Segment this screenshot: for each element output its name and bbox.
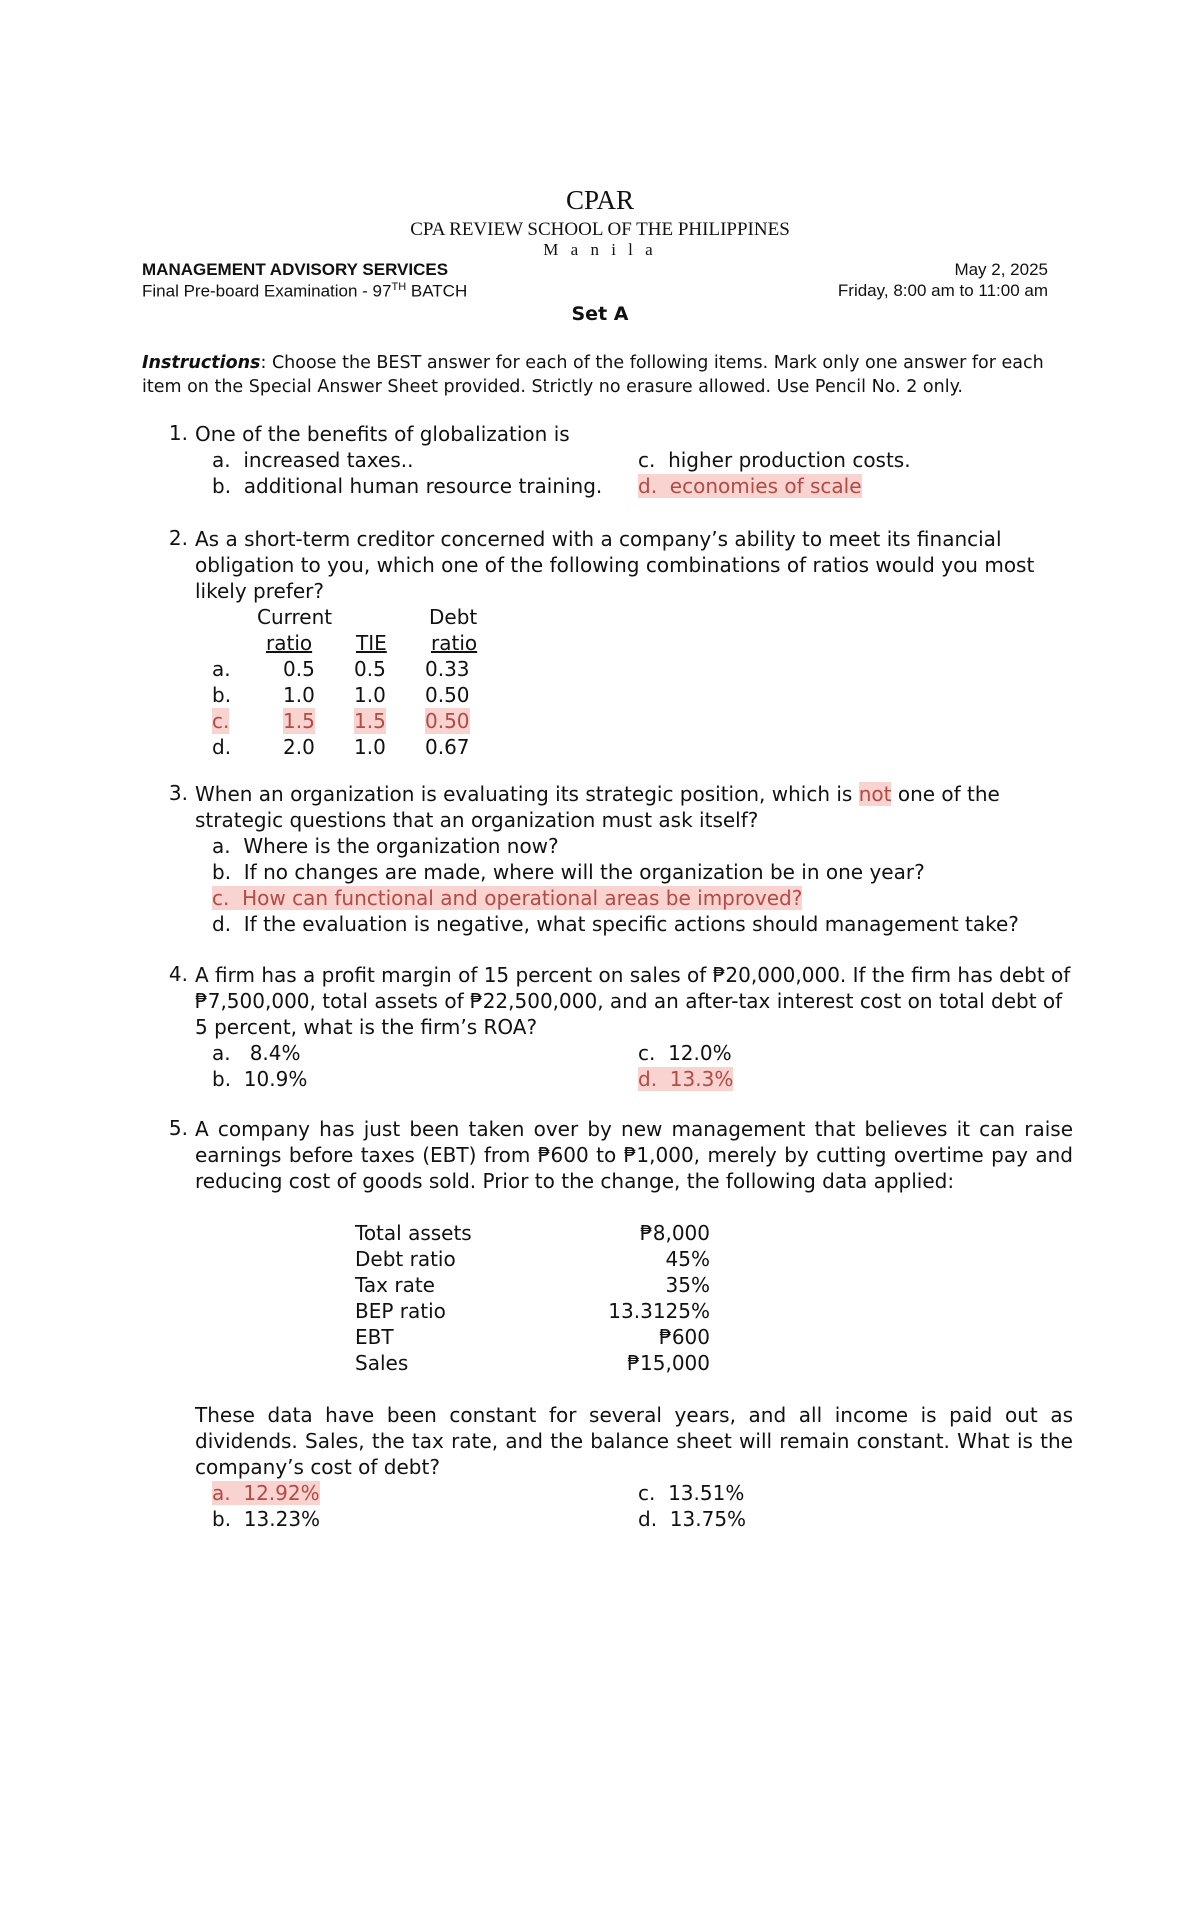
q2-col-current-top: Current (257, 605, 333, 629)
q1-option-a: a. increased taxes.. (212, 448, 414, 472)
q2-row-a-debt: 0.33 (425, 657, 470, 681)
q2-col-debt-top: Debt (429, 605, 478, 629)
q5-row-value: 35% (665, 1273, 710, 1297)
q5-row-label: Debt ratio (355, 1247, 456, 1271)
q2-row-d-letter: d. (212, 735, 232, 759)
q3-option-c: c. How can functional and operational areas be improved? (212, 886, 803, 910)
exam-date: May 2, 2025 (954, 260, 1048, 279)
q1-stem: One of the benefits of globalization is (195, 422, 570, 446)
q3-option-a: a. Where is the organization now? (212, 834, 559, 858)
q2-row-c-tie: 1.5 (354, 709, 386, 733)
q3-not-highlight: not (858, 782, 892, 806)
q5-row-label: BEP ratio (355, 1299, 446, 1323)
q5-row-value: ₱15,000 (627, 1351, 710, 1375)
q5-option-c: c. 13.51% (638, 1481, 745, 1505)
exam-title: Final Pre-board Examination - 97TH BATCH (142, 281, 468, 301)
q5-option-b: b. 13.23% (212, 1507, 321, 1531)
org-title: CPAR (565, 185, 635, 215)
q5-row-label: Sales (355, 1351, 409, 1375)
q2-row-d-current: 2.0 (283, 735, 315, 759)
q4-number: 4. (168, 962, 188, 986)
set-label: Set A (571, 303, 629, 325)
q4-option-d: d. 13.3% (638, 1067, 734, 1091)
q5-row-value: ₱600 (659, 1325, 710, 1349)
q2-row-c-debt: 0.50 (425, 709, 470, 733)
q5-row-value: 13.3125% (608, 1299, 710, 1323)
city-name: M a n i l a (543, 240, 657, 259)
q1-option-b: b. additional human resource training. (212, 474, 603, 498)
q5-row-label: Tax rate (355, 1273, 435, 1297)
q5-number: 5. (168, 1116, 188, 1140)
q3-option-b: b. If no changes are made, where will the organization be in one year? (212, 860, 925, 884)
q5-option-d: d. 13.75% (638, 1507, 747, 1531)
q2-row-c-current: 1.5 (283, 709, 315, 733)
instructions-label: Instructions (142, 353, 261, 373)
school-name: CPA REVIEW SCHOOL OF THE PHILIPPINES (410, 219, 790, 240)
q4-stem: A firm has a profit margin of 15 percent on sales of ₱20,000,000. If the firm has debt of ₱7,500,000, total assets of ₱22,500,000, and an after-tax interest cost on total debt of 5 percent, what is the firm’s ROA? (195, 963, 1071, 1039)
q5-row-label: Total assets (355, 1221, 472, 1245)
subject-title: MANAGEMENT ADVISORY SERVICES (142, 260, 449, 279)
q2-col-tie: TIE (356, 631, 387, 655)
exam-time: Friday, 8:00 am to 11:00 am (837, 281, 1048, 300)
q5-row-label: EBT (355, 1325, 394, 1349)
q1-number: 1. (168, 421, 188, 445)
q5-followup: These data have been constant for several years, and all income is paid out as dividends. Sales, the tax rate, and the balance sheet will remain constant. What is the company’s cost of debt? (195, 1403, 1073, 1479)
q2-stem: As a short-term creditor concerned with a company’s ability to meet its financial obligation to you, which one of the following combinations of ratios would you most likely prefer? (195, 527, 1035, 603)
q1-option-d: d. economies of scale (638, 474, 862, 498)
q2-row-a-letter: a. (212, 657, 231, 681)
q2-row-b-letter: b. (212, 683, 232, 707)
q2-row-a-tie: 0.5 (354, 657, 386, 681)
q2-row-c-letter: c. (212, 709, 230, 733)
q2-col-current-bottom: ratio (266, 631, 313, 655)
q2-row-d-tie: 1.0 (354, 735, 386, 759)
instructions-text: : Choose the BEST answer for each of the following items. Mark only one answer for each item on the Special Answer Sheet provided. Strictly no erasure allowed. Use Pencil No. 2 only. (142, 353, 1044, 397)
q2-row-a-current: 0.5 (283, 657, 315, 681)
instructions (142, 351, 1072, 399)
q5-row-value: ₱8,000 (640, 1221, 710, 1245)
q5-stem: A company has just been taken over by new management that believes it can raise earnings before taxes (EBT) from ₱600 to ₱1,000, merely by cutting overtime pay and reducing cost of goods sold. Prior to the change, the following data applied: (195, 1117, 1073, 1193)
q4-option-a: a. 8.4% (212, 1041, 301, 1065)
q1-option-c: c. higher production costs. (638, 448, 911, 472)
q2-col-debt-bottom: ratio (431, 631, 478, 655)
q4-option-c: c. 12.0% (638, 1041, 732, 1065)
q3-stem: When an organization is evaluating its strategic position, which is not one of the strategic questions that an organization must ask itself? (195, 782, 1000, 832)
q5-option-a: a. 12.92% (212, 1481, 320, 1505)
q3-option-d: d. If the evaluation is negative, what specific actions should management take? (212, 912, 1019, 936)
q2-row-b-tie: 1.0 (354, 683, 386, 707)
q2-row-b-debt: 0.50 (425, 683, 470, 707)
q2-row-d-debt: 0.67 (425, 735, 470, 759)
q2-row-b-current: 1.0 (283, 683, 315, 707)
q3-number: 3. (168, 781, 188, 805)
q2-number: 2. (168, 526, 188, 550)
q4-option-b: b. 10.9% (212, 1067, 308, 1091)
q5-row-value: 45% (665, 1247, 710, 1271)
